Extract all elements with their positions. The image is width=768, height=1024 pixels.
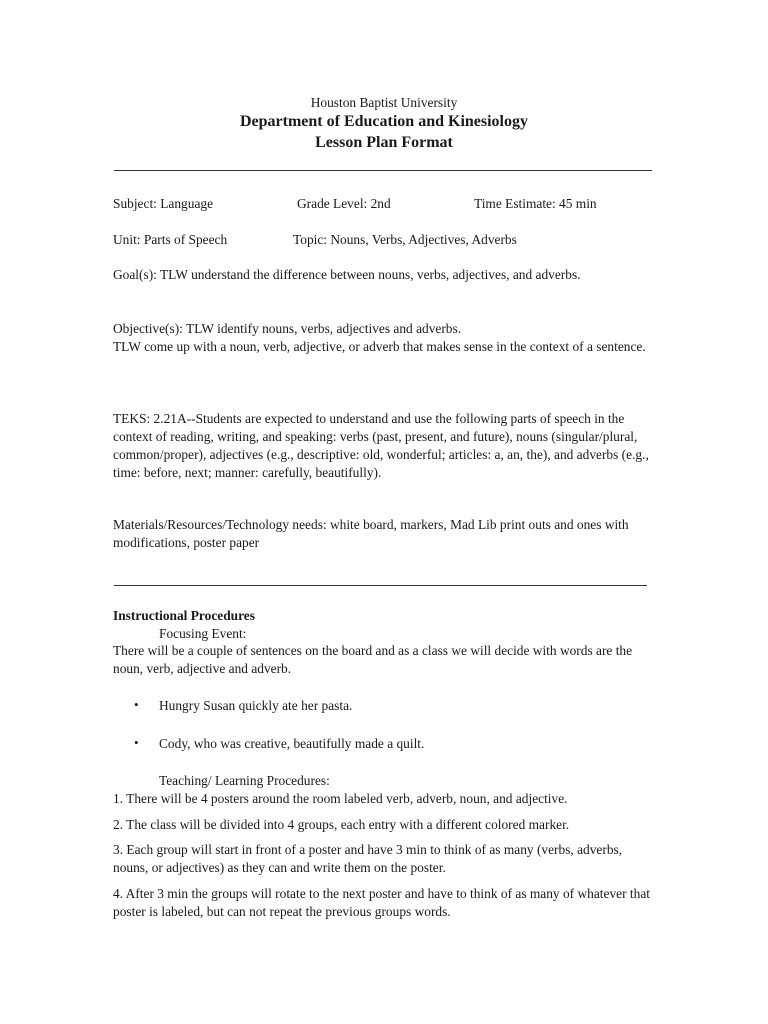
example-sentence-2: Cody, who was creative, beautifully made a quilt. bbox=[159, 736, 425, 751]
bullet-icon: • bbox=[134, 697, 139, 712]
procedure-step-4: 4. After 3 min the groups will rotate to the next poster and have to think of as many of whatever that poster is labeled, but can not repeat the previous groups words. bbox=[113, 886, 650, 919]
unit-field: Unit: Parts of Speech bbox=[113, 232, 228, 247]
materials-paragraph: Materials/Resources/Technology needs: white board, markers, Mad Lib print outs and ones with modifications, poster paper bbox=[113, 517, 629, 550]
focusing-event-label: Focusing Event: bbox=[159, 626, 247, 641]
objective-line-2: TLW come up with a noun, verb, adjective, or adverb that makes sense in the context of a sentence. bbox=[113, 339, 646, 354]
bullet-icon: • bbox=[134, 735, 139, 750]
example-sentence-1: Hungry Susan quickly ate her pasta. bbox=[159, 698, 353, 713]
goal-field: Goal(s): TLW understand the difference between nouns, verbs, adjectives, and adverbs. bbox=[113, 267, 581, 282]
objective-line-1: Objective(s): TLW identify nouns, verbs, adjectives and adverbs. bbox=[113, 321, 462, 336]
header-divider bbox=[114, 170, 652, 171]
time-estimate-field: Time Estimate: 45 min bbox=[474, 196, 597, 211]
procedure-step-3: 3. Each group will start in front of a poster and have 3 min to think of as many (verbs, adverbs, nouns, or adjectives) as they can and write them on the poster. bbox=[113, 842, 623, 875]
subject-field: Subject: Language bbox=[113, 196, 214, 211]
focusing-event-text: There will be a couple of sentences on the board and as a class we will decide with words are the noun, verb, adjective and adverb. bbox=[113, 643, 633, 676]
procedure-step-2: 2. The class will be divided into 4 groups, each entry with a different colored marker. bbox=[113, 817, 570, 832]
department-title: Department of Education and Kinesiology bbox=[239, 113, 528, 130]
teaching-procedures-label: Teaching/ Learning Procedures: bbox=[159, 773, 330, 788]
section-divider bbox=[114, 585, 647, 586]
university-name: Houston Baptist University bbox=[310, 95, 458, 110]
format-title: Lesson Plan Format bbox=[315, 134, 453, 151]
topic-field: Topic: Nouns, Verbs, Adjectives, Adverbs bbox=[293, 232, 517, 247]
procedures-heading: Instructional Procedures bbox=[113, 608, 255, 623]
grade-level-field: Grade Level: 2nd bbox=[297, 196, 391, 211]
teks-paragraph: TEKS: 2.21A--Students are expected to understand and use the following parts of speech in the context of reading, writing, and speaking: verbs (past, present, and future), nouns (singular/plural, common/proper), adjectives (e.g., descriptive: old, wonderful; articles: a, an, the), and adverbs (e.g., time: before, next; manner: carefully, beautifully). bbox=[113, 411, 649, 480]
procedure-step-1: 1. There will be 4 posters around the room labeled verb, adverb, noun, and adjective. bbox=[113, 791, 568, 806]
